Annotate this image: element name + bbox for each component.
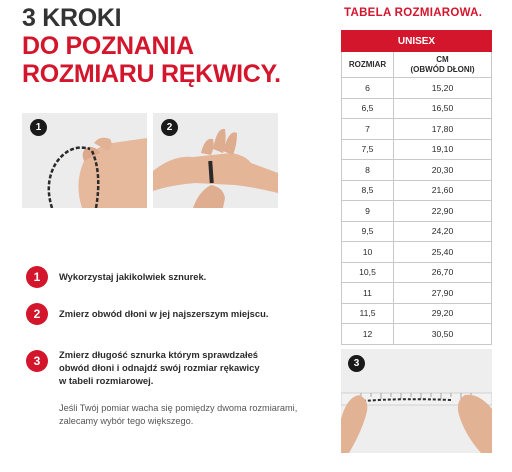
table-row: [342, 324, 492, 345]
step-2-text: [59, 308, 268, 321]
column-header-cm-line-1: CM: [436, 55, 449, 65]
table-row: [342, 283, 492, 304]
cm-cell: 29,20: [394, 303, 492, 324]
size-cell: 10: [342, 242, 394, 263]
table-row: [342, 221, 492, 242]
size-cell: 9: [342, 201, 394, 222]
size-cell: 8,5: [342, 180, 394, 201]
cm-cell: 30,50: [394, 324, 492, 345]
table-row: [342, 303, 492, 324]
table-row: [342, 78, 492, 99]
size-cell: 7,5: [342, 139, 394, 160]
step-1-number: 1: [26, 266, 48, 288]
size-cell: 8: [342, 160, 394, 181]
step-1-line-1: Wykorzystaj jakikolwiek sznurek.: [59, 271, 207, 282]
table-row: [342, 119, 492, 140]
size-cell: 6,5: [342, 98, 394, 119]
step-3-line-3: w tabeli rozmiarowej.: [59, 374, 154, 386]
photo-measuring-hand: [153, 113, 278, 208]
note-line-1: Jeśli Twój pomiar wacha się pomiędzy dwoma rozmiarami,: [59, 403, 298, 413]
step-3-line-1: Zmierz długość sznurka którym sprawdzałeś: [59, 349, 259, 360]
title-line-3: ROZMIARU RĘKWICY.: [22, 60, 281, 88]
step-3-text: [59, 349, 260, 388]
cm-cell: 16,50: [394, 98, 492, 119]
size-note: [59, 402, 329, 429]
cm-cell: 22,90: [394, 201, 492, 222]
photo-hand-with-string: [22, 113, 147, 208]
size-cell: 11: [342, 283, 394, 304]
table-row: [342, 180, 492, 201]
table-row: [342, 201, 492, 222]
size-table-body: [342, 78, 492, 345]
cm-cell: 15,20: [394, 78, 492, 99]
step-2-line-1: Zmierz obwód dłoni w jej najszerszym miejscu.: [59, 308, 269, 319]
size-cell: 9,5: [342, 221, 394, 242]
step-2: [26, 303, 268, 325]
size-table-title: TABELA ROZMIAROWA.: [344, 7, 483, 19]
size-cell: 11,5: [342, 303, 394, 324]
step-2-number: 2: [26, 303, 48, 325]
photo-1-badge: 1: [30, 119, 47, 136]
photo-2-badge: 2: [161, 119, 178, 136]
cm-cell: 24,20: [394, 221, 492, 242]
title-line-2: DO POZNANIA: [22, 32, 194, 60]
cm-cell: 20,30: [394, 160, 492, 181]
cm-cell: 26,70: [394, 262, 492, 283]
size-cell: 7: [342, 119, 394, 140]
step-3-line-2: obwód dłoni i odnajdź swój rozmiar rękawicy: [59, 361, 260, 373]
page-title: [22, 6, 281, 90]
unisex-header: UNISEX: [342, 31, 492, 52]
column-header-cm: [394, 52, 492, 78]
note-line-2: zalecamy wybór tego większego.: [59, 416, 194, 427]
size-cell: 6: [342, 78, 394, 99]
table-row: [342, 262, 492, 283]
table-row: [342, 98, 492, 119]
step-1: [26, 266, 206, 288]
table-row: [342, 160, 492, 181]
cm-cell: 17,80: [394, 119, 492, 140]
photo-3-badge: 3: [348, 355, 365, 372]
cm-cell: 25,40: [394, 242, 492, 263]
size-cell: 10,5: [342, 262, 394, 283]
step-3-number: 3: [26, 350, 48, 372]
size-cell: 12: [342, 324, 394, 345]
column-header-size: ROZMIAR: [342, 52, 394, 78]
size-table: [341, 30, 492, 345]
title-line-1: 3 KROKI: [22, 4, 122, 32]
photo-tape-measure: [341, 349, 492, 453]
table-row: [342, 139, 492, 160]
column-header-cm-line-2: (OBWÓD DŁONI): [410, 64, 475, 74]
step-1-text: [59, 271, 206, 284]
cm-cell: 21,60: [394, 180, 492, 201]
cm-cell: 27,90: [394, 283, 492, 304]
table-row: [342, 242, 492, 263]
cm-cell: 19,10: [394, 139, 492, 160]
step-3: [26, 350, 260, 388]
